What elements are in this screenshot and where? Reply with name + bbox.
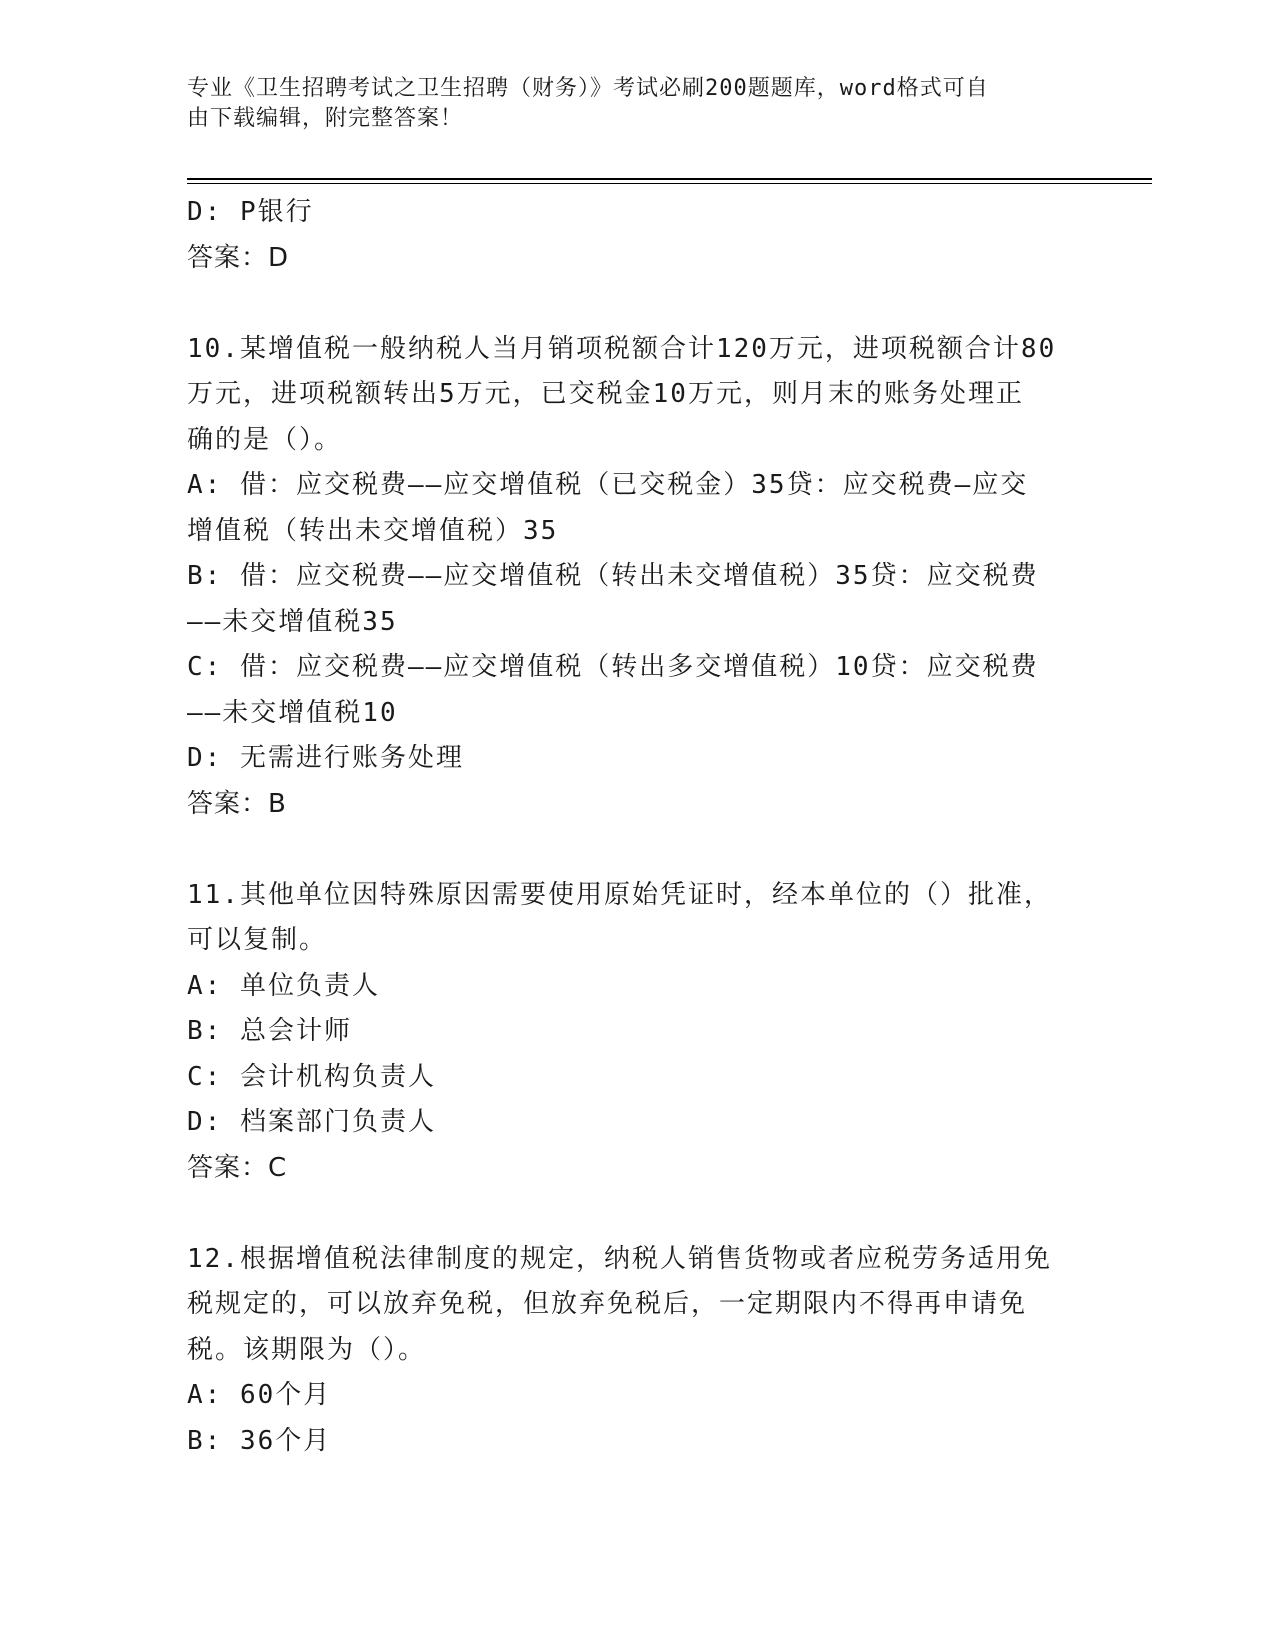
spacer [187,281,1087,327]
question-11 [187,873,1087,1192]
question-stem-line: 确的是（）。 [187,424,343,455]
question-12 [187,1237,1087,1465]
question-stem-line: 12.根据增值税法律制度的规定，纳税人销售货物或者应税劳务适用免 [187,1243,1052,1274]
header-divider-thin [187,183,1152,184]
question-stem-line: 税规定的，可以放弃免税，但放弃免税后，一定期限内不得再申请免 [187,1289,1028,1319]
option-a: A: 借：应交税费——应交增值税（已交税金）35贷：应交税费—应交 [187,470,1029,500]
answer-label: 答案：C [187,1152,288,1183]
header-line-1: 专业《卫生招聘考试之卫生招聘（财务）》考试必刷200题题库，word格式可自 [187,76,989,101]
header-divider-thick [187,178,1152,180]
option-a: A: 60个月 [187,1380,332,1410]
question-stem-line: 10.某增值税一般纳税人当月销项税额合计120万元，进项税额合计80 [187,333,1057,364]
spacer [187,827,1087,873]
question-stem-line: 税。该期限为（）。 [187,1334,427,1365]
answer-label: 答案：B [187,788,287,819]
question-content [187,190,1087,1464]
header-line-2: 由下载编辑，附完整答案！ [187,106,464,131]
option-a-continued: 增值税（转出未交增值税）35 [187,515,559,546]
option-b-continued: ——未交增值税35 [187,606,398,637]
option-d: D: P银行 [187,197,314,227]
question-stem-line: 万元，进项税额转出5万元，已交税金10万元，则月末的账务处理正 [187,379,1024,409]
question-10 [187,327,1087,828]
question-stem-line: 11.其他单位因特殊原因需要使用原始凭证时，经本单位的（）批准， [187,879,1052,910]
option-d: D: 无需进行账务处理 [187,743,464,773]
option-d: D: 档案部门负责人 [187,1107,436,1137]
spacer [187,1191,1087,1237]
answer-label: 答案：D [187,242,290,273]
option-c: C: 会计机构负责人 [187,1061,436,1092]
question-stem-line: 可以复制。 [187,925,328,955]
option-a: A: 单位负责人 [187,970,380,1001]
option-b: B: 借：应交税费——应交增值税（转出未交增值税）35贷：应交税费 [187,561,1039,591]
page-header [187,74,1067,134]
option-b: B: 总会计师 [187,1016,352,1046]
option-c-continued: ——未交增值税10 [187,697,398,728]
previous-question-tail [187,190,1087,281]
option-b: B: 36个月 [187,1425,332,1456]
option-c: C: 借：应交税费——应交增值税（转出多交增值税）10贷：应交税费 [187,652,1039,682]
